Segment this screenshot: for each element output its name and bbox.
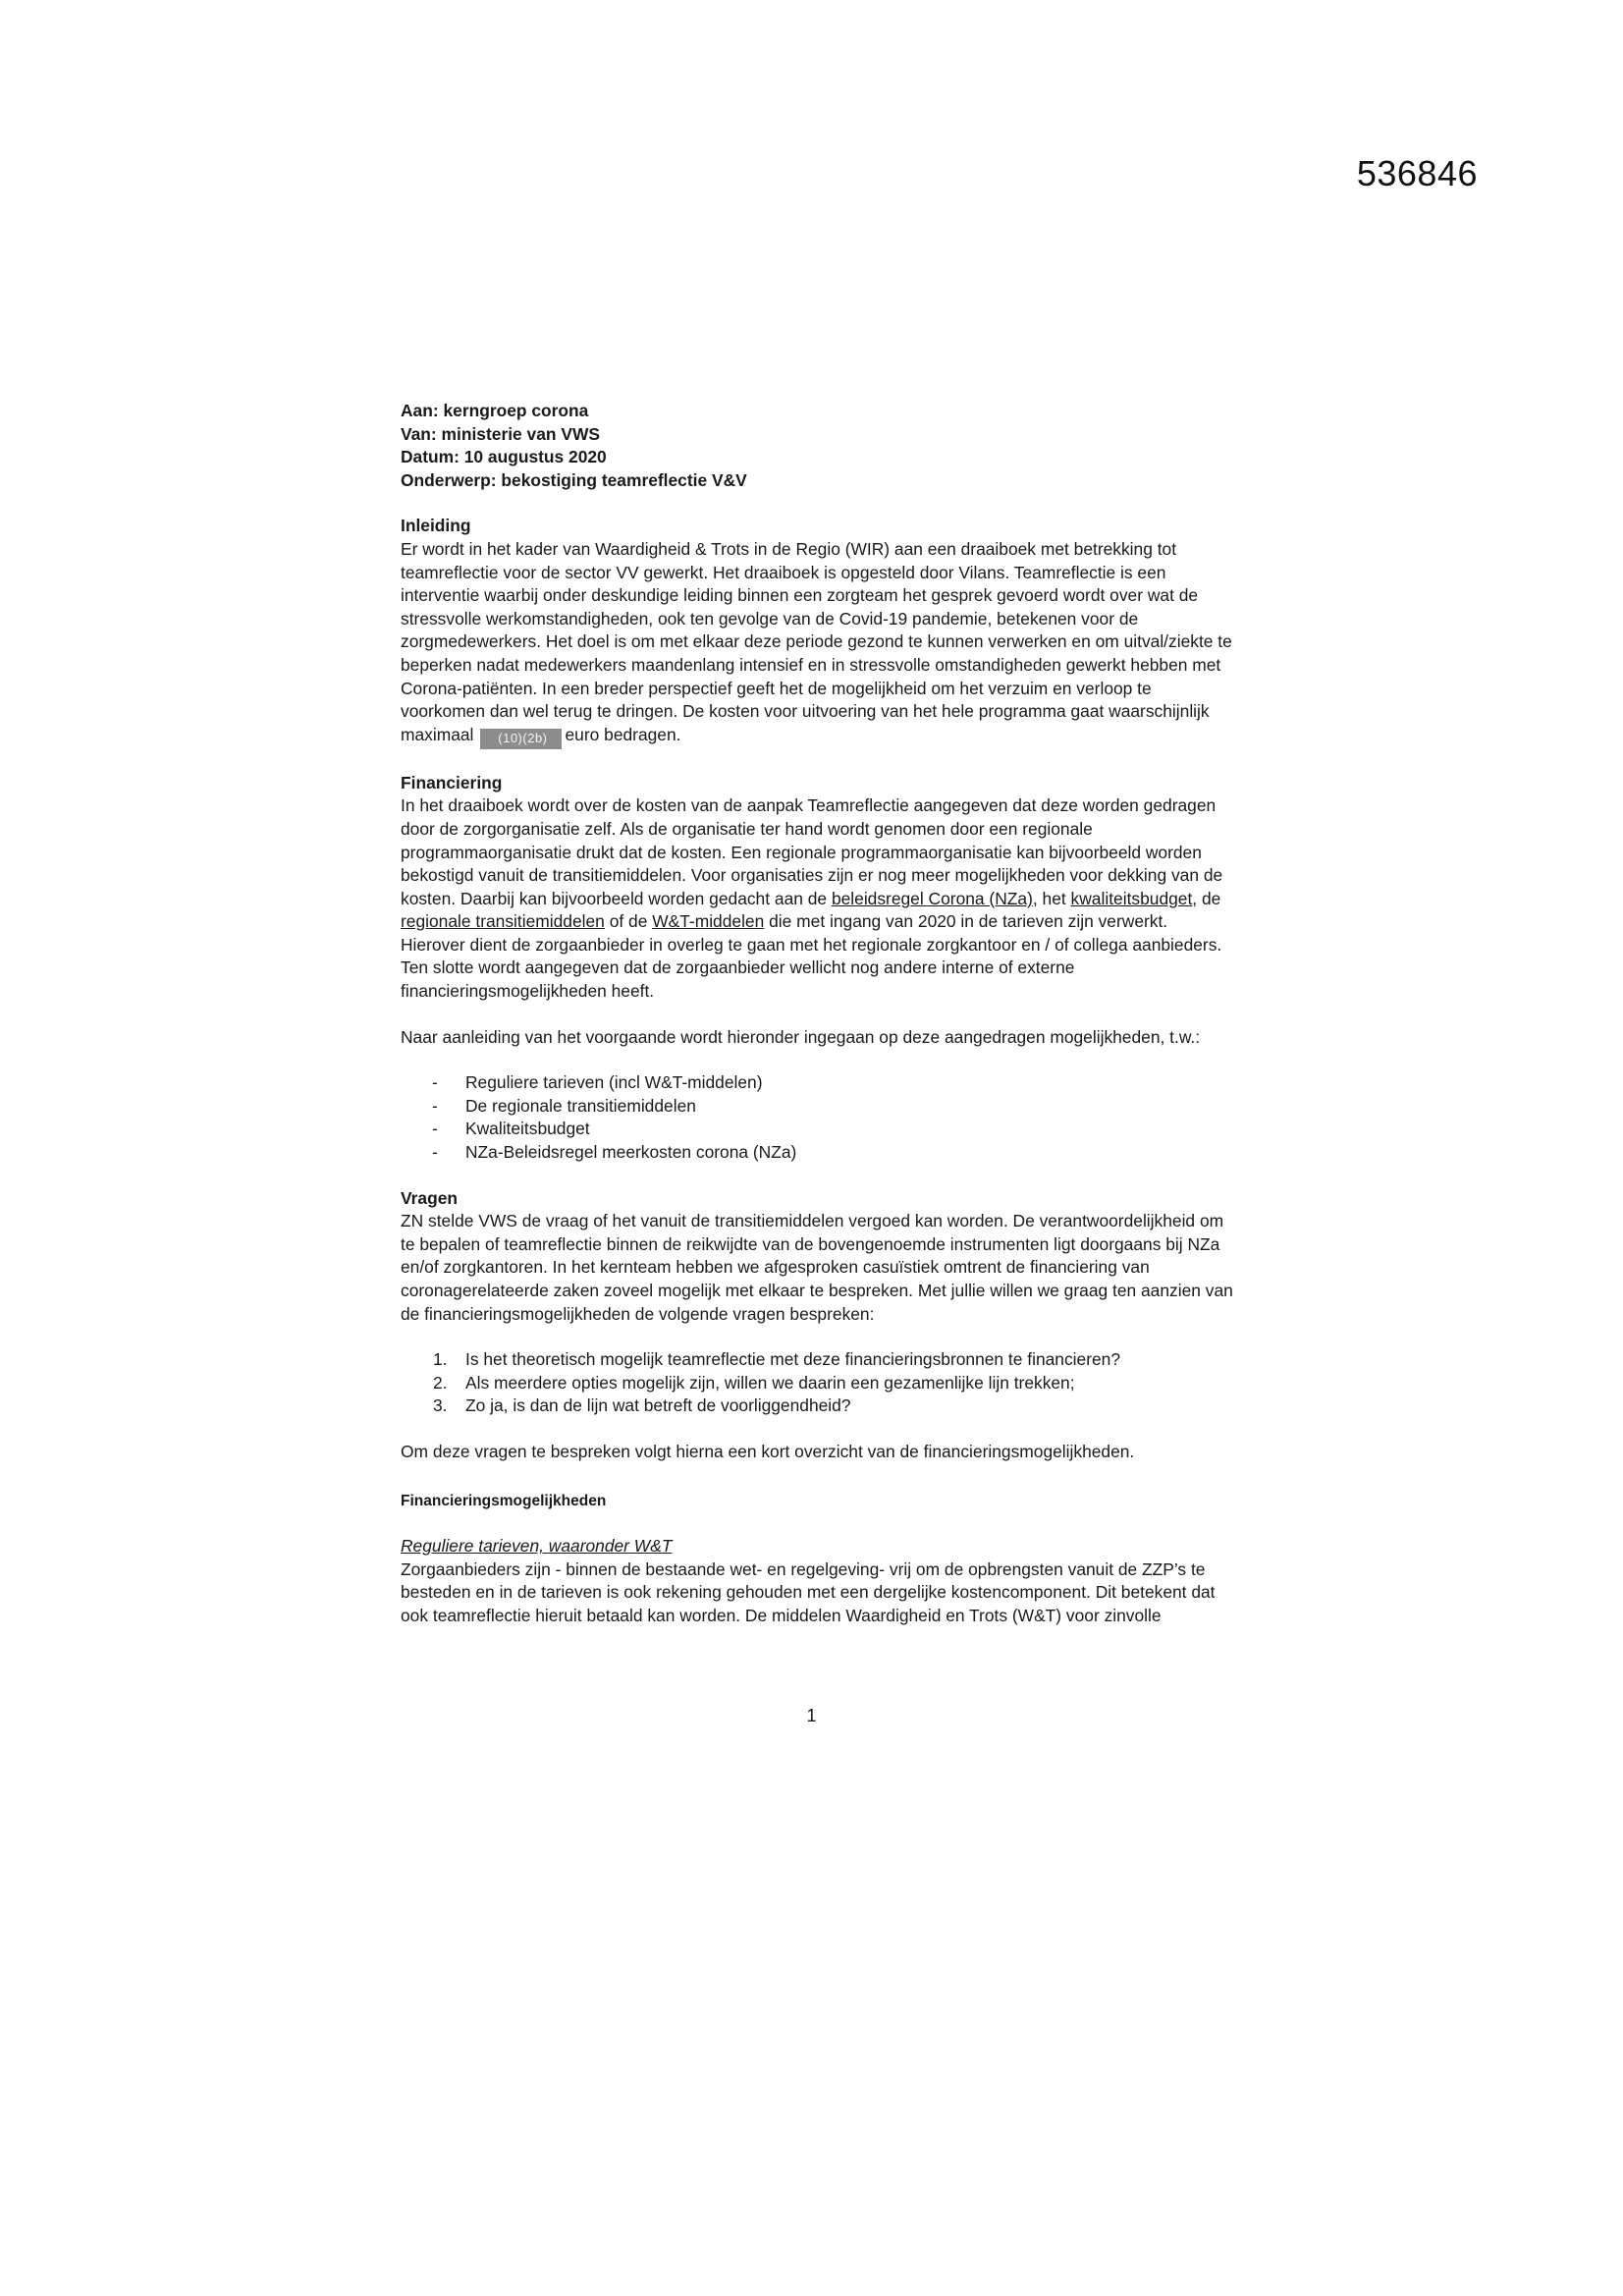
list-item-text: De regionale transitiemiddelen — [465, 1095, 696, 1116]
redaction-block: (10)(2b) — [480, 729, 561, 749]
list-item — [401, 1118, 1235, 1141]
list-item-text: Als meerdere opties mogelijk zijn, willen we daarin een gezamenlijke lijn trekken; — [465, 1372, 1075, 1393]
section-title-financiering: Financiering — [401, 772, 503, 793]
inleiding-text-end: euro bedragen. — [565, 724, 681, 744]
financiering-paragraph — [401, 794, 1235, 1003]
financiering-text-part2: die met ingang van 2020 in de tarieven zijn verwerkt. Hierover dient de zorgaanbieder in overleg te gaan met het regionale zorgkantoor en / of collega aanbieders. Ten slotte wordt aangegeven dat de zorgaanbieder wellicht nog andere interne of externe financieringsmogelijkheden heeft. — [401, 911, 1222, 1002]
link-regionale-transitiemiddelen: regionale transitiemiddelen — [401, 911, 605, 932]
list-item — [401, 1071, 1235, 1095]
list-item-text: NZa-Beleidsregel meerkosten corona (NZa) — [465, 1142, 797, 1163]
subheading-reguliere-tarieven: Reguliere tarieven, waaronder W&T — [401, 1536, 673, 1557]
financiering-sep3: of de — [609, 911, 648, 932]
list-number: 2. — [433, 1372, 448, 1393]
list-item — [401, 1372, 1235, 1395]
financiering-text-part1: In het draaiboek wordt over de kosten van de aanpak Teamreflectie aangegeven dat deze worden gedragen door de zorgorganisatie zelf. Als de organisatie ter hand wordt genomen door een regionale programmaorganisatie drukt dat de kosten. Een regionale programmaorganisatie kan bijvoorbeeld worden bekostigd vanuit de transitiemiddelen. Voor organisaties zijn er nog meer mogelijkheden voor dekking van de kosten. Daarbij kan bijvoorbeeld worden gedacht aan de — [401, 795, 1223, 908]
questions-list — [401, 1348, 1235, 1418]
list-item — [401, 1348, 1235, 1372]
list-dash: - — [432, 1119, 438, 1139]
list-item-text: Kwaliteitsbudget — [465, 1119, 590, 1139]
vragen-closing: Om deze vragen te bespreken volgt hierna een kort overzicht van de financieringsmogelijkheden. — [401, 1441, 1135, 1461]
section-title-vragen: Vragen — [401, 1187, 458, 1208]
options-intro: Naar aanleiding van het voorgaande wordt hieronder ingegaan op deze aangedragen mogelijkheden, t.w.: — [401, 1026, 1201, 1047]
financiering-sep1: , het — [1032, 888, 1066, 908]
memo-date: Datum: 10 augustus 2020 — [401, 447, 607, 467]
options-list — [401, 1071, 1235, 1164]
reguliere-tarieven-paragraph: Zorgaanbieders zijn - binnen de bestaande wet- en regelgeving- vrij om de opbrengsten vanuit de ZZP’s te besteden en in de tarieven is ook rekening gehouden met een dergelijke kostencomponent. Dit betekent dat ook teamreflectie hieruit betaald kan worden. De middelen Waardigheid en Trots (W&T) voor zinvolle — [401, 1558, 1216, 1625]
section-title-financieringsmogelijkheden: Financieringsmogelijkheden — [401, 1492, 607, 1509]
vragen-paragraph: ZN stelde VWS de vraag of het vanuit de transitiemiddelen vergoed kan worden. De verantwoordelijkheid om te bepalen of teamreflectie binnen de reikwijdte van de bovengenoemde instrumenten ligt doorgaans bij NZa en/of zorgkantoren. In het kernteam hebben we afgesproken casuïstiek omtrent de financiering van coronagerelateerde zaken zoveel mogelijk met elkaar te bespreken. Met jullie willen we graag ten aanzien van de financieringsmogelijkheden de volgende vragen bespreken: — [401, 1211, 1233, 1324]
list-dash: - — [432, 1095, 438, 1116]
list-item-text: Zo ja, is dan de lijn wat betreft de voorliggendheid? — [465, 1395, 851, 1416]
list-item — [401, 1141, 1235, 1165]
document-number: 536846 — [1356, 153, 1478, 193]
link-kwaliteitsbudget: kwaliteitsbudget — [1070, 888, 1193, 908]
list-item-text: Reguliere tarieven (incl W&T-middelen) — [465, 1072, 763, 1093]
financiering-sep2: , de — [1192, 888, 1221, 908]
list-item-text: Is het theoretisch mogelijk teamreflectie met deze financieringsbronnen te financieren? — [465, 1349, 1121, 1370]
page-number: 1 — [806, 1706, 817, 1725]
document-body — [401, 400, 1235, 1628]
link-wt-middelen: W&T-middelen — [652, 911, 765, 932]
inleiding-text: Er wordt in het kader van Waardigheid & Trots in de Regio (WIR) aan een draaiboek met betrekking tot teamreflectie voor de sector VV gewerkt. Het draaiboek is opgesteld door Vilans. Teamreflectie is een interventie waarbij onder deskundige leiding binnen een zorgteam het gesprek gevoerd wordt over wat de stressvolle werkomstandigheden, ook ten gevolge van de Covid-19 pandemie, betekenen voor de zorgmedewerkers. Het doel is om met elkaar deze periode gezond te kunnen verwerken en om uitval/ziekte te beperken nadat medewerkers maandenlang intensief en in stressvolle omstandigheden gewerkt hebben met Corona-patiënten. In een breder perspectief geeft het de mogelijkheid om het verzuim en verloop te voorkomen dan wel terug te dringen. De kosten voor uitvoering van het hele programma gaat waarschijnlijk maximaal — [401, 538, 1232, 744]
list-number: 1. — [433, 1349, 448, 1370]
memo-subject: Onderwerp: bekostiging teamreflectie V&V — [401, 469, 747, 490]
section-title-inleiding: Inleiding — [401, 516, 471, 536]
memo-from: Van: ministerie van VWS — [401, 423, 600, 444]
list-item — [401, 1095, 1235, 1119]
list-number: 3. — [433, 1395, 448, 1416]
memo-header — [401, 400, 1235, 492]
link-beleidsregel-corona: beleidsregel Corona (NZa) — [831, 888, 1033, 908]
memo-to: Aan: kerngroep corona — [401, 401, 589, 420]
list-item — [401, 1394, 1235, 1418]
list-dash: - — [432, 1072, 438, 1093]
list-dash: - — [432, 1142, 438, 1163]
inleiding-paragraph — [401, 538, 1235, 749]
